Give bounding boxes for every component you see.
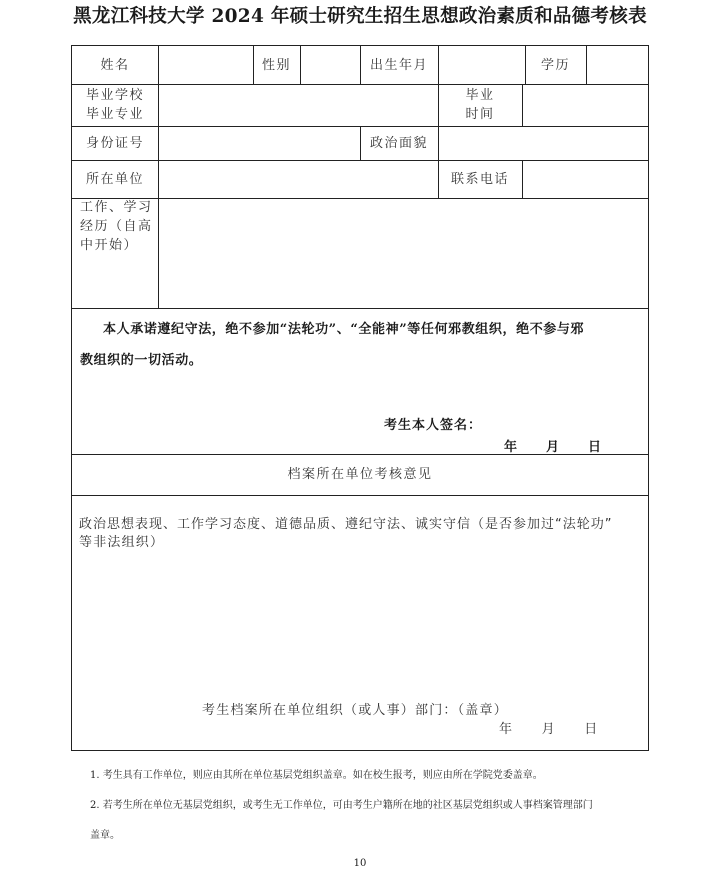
review-prompt-line1: 政治思想表现、工作学习态度、道德品质、遵纪守法、诚实守信（是否参加过“法轮功” [79,517,613,532]
row-divider [72,308,648,309]
assessment-form [71,45,649,751]
column-divider [522,160,523,198]
column-divider [586,46,587,84]
row-divider [72,495,648,496]
graduate-major-label-line2: 毕业专业 [85,107,144,122]
stamp-label: 考生档案所在单位组织（或人事）部门：（盖章） [202,703,508,718]
column-divider [438,126,439,160]
birth-date-label: 出生年月 [369,57,428,73]
experience-label-line2: 经历（自高 [80,219,153,234]
employer-label: 所在单位 [85,171,144,187]
column-divider [522,84,523,126]
phone-label: 联系电话 [450,171,509,187]
experience-label-line3: 中开始） [80,238,139,253]
review-prompt-line2: 等非法组织） [79,535,165,550]
graduation-time-label-line1: 毕业 [465,88,495,103]
experience-label [80,198,156,308]
graduate-school-label [72,84,158,126]
column-divider [158,46,159,308]
note-1: 1. 考生具有工作单位，则应由其所在单位基层党组织盖章。如在校生报考，则应由所在学院党委盖章。 [90,770,543,781]
column-divider [300,46,301,84]
experience-label-line1: 工作、学习 [80,200,153,215]
graduate-school-label-line1: 毕业学校 [85,88,144,103]
form-title: 黑龙江科技大学 2024 年硕士研究生招生思想政治素质和品德考核表 [73,6,647,27]
graduation-time-label-line2: 时间 [465,107,495,122]
political-status-label: 政治面貌 [369,135,428,151]
page-number: 10 [353,858,367,869]
pledge-date: 年 月 日 [504,440,603,455]
gender-label: 性别 [261,57,291,73]
note-2-line2: 盖章。 [90,830,120,841]
name-label: 姓名 [100,57,130,73]
id-number-label: 身份证号 [85,135,144,151]
pledge-text-line2: 教组织的一切活动。 [80,353,203,368]
review-date: 年 月 日 [499,722,599,737]
note-2-line1: 2. 若考生所在单位无基层党组织，或考生无工作单位，可由考生户籍所在地的社区基层党组织或人事档案管理部门 [90,800,593,811]
review-section-header: 档案所在单位考核意见 [287,467,433,482]
column-divider [438,46,439,84]
graduation-time-label [438,84,522,126]
education-label: 学历 [540,57,570,73]
candidate-signature-label: 考生本人签名： [384,418,483,433]
pledge-text-line1: 本人承诺遵纪守法，绝不参加“法轮功”、“全能神”等任何邪教组织，绝不参与邪 [103,322,585,337]
